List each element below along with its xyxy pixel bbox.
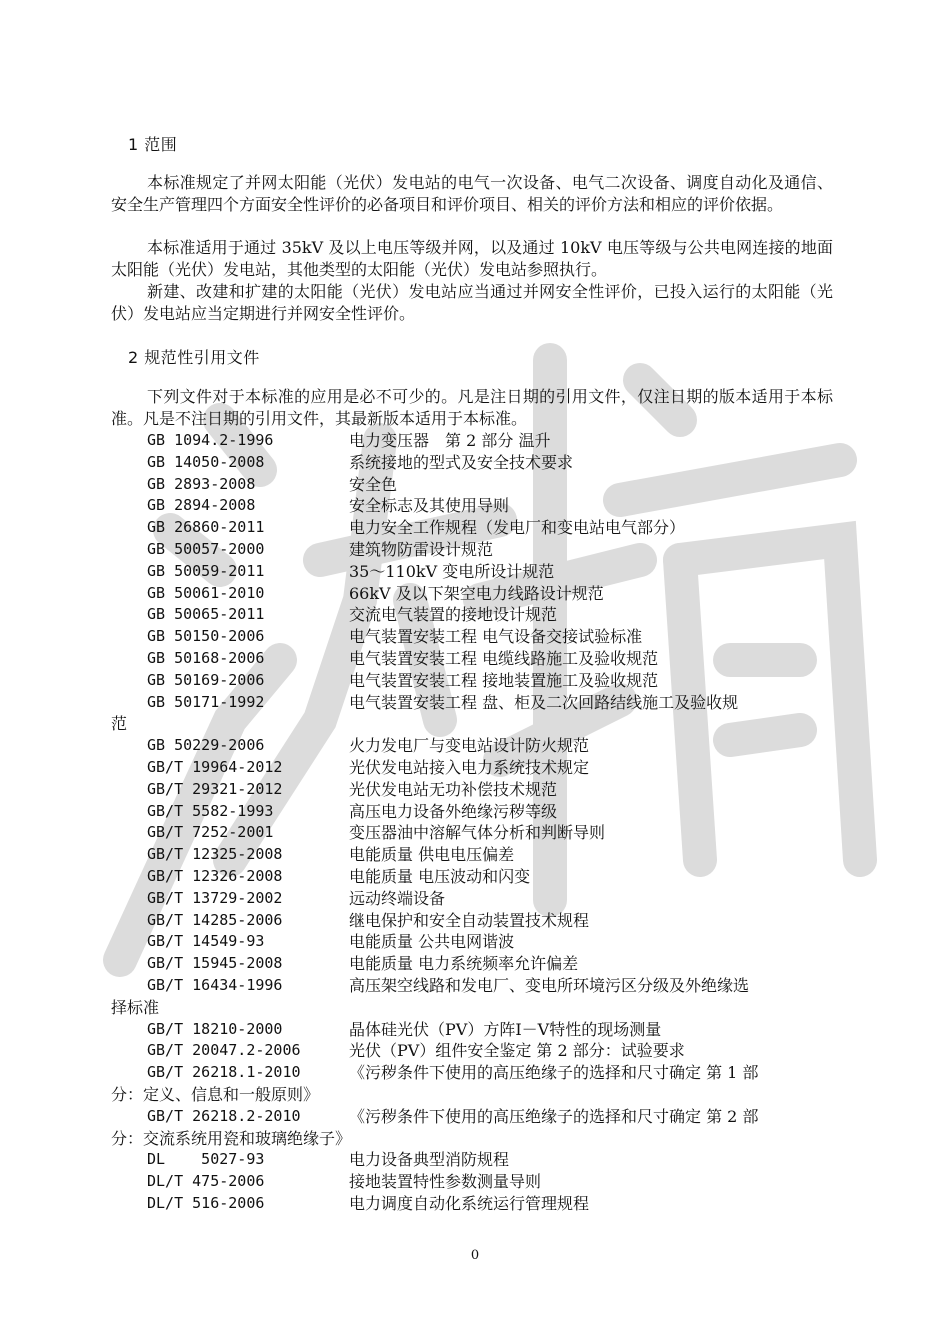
section-1-paragraph: 本标准规定了并网太阳能（光伏）发电站的电气一次设备、电气二次设备、调度自动化及通信、安全生产管理四个方面安全性评价的必备项目和评价项目、相关的评价方法和相应的评价依据。 (111, 173, 833, 214)
reference-title: 光伏发电站接入电力系统技术规定 (349, 758, 590, 777)
reference-title: 晶体硅光伏（PV）方阵Ⅰ－Ⅴ特性的现场测量 (349, 1019, 662, 1039)
section-2-heading: 2 规范性引用文件 (128, 348, 260, 367)
reference-title: 交流电气装置的接地设计规范 (349, 605, 558, 625)
reference-code: GB/T 14285-2006 (147, 910, 283, 929)
section-1-heading: 1 范围 (128, 135, 178, 154)
reference-title: 电能质量 公共电网谐波 (349, 932, 515, 952)
reference-code: GB/T 20047.2-2006 (147, 1041, 301, 1060)
reference-code: GB 50229-2006 (147, 736, 265, 755)
reference-code: GB/T 29321-2012 (147, 779, 283, 798)
reference-code: GB/T 5582-1993 (147, 801, 274, 820)
reference-code: GB/T 13729-2002 (147, 888, 283, 907)
reference-code: GB/T 16434-1996 (147, 976, 283, 994)
reference-code: GB/T 19964-2012 (147, 758, 283, 776)
reference-code: DL 5027-93 (147, 1150, 265, 1169)
reference-title: 电力设备典型消防规程 (349, 1150, 510, 1170)
reference-title: 安全色 (349, 474, 398, 494)
reference-title-continued: 分：定义、信息和一般原则》 (111, 1084, 320, 1104)
reference-code: GB/T 26218.1-2010 (147, 1063, 301, 1082)
reference-code: GB 50065-2011 (147, 605, 265, 624)
reference-code: GB 26860-2011 (147, 518, 265, 537)
reference-code: GB/T 14549-93 (147, 932, 265, 951)
reference-title: 接地装置特性参数测量导则 (349, 1172, 542, 1192)
reference-title: 电气装置安装工程 电气设备交接试验标准 (349, 627, 643, 647)
reference-code: GB/T 18210-2000 (147, 1019, 283, 1038)
reference-title: 光伏（PV）组件安全鉴定 第 2 部分：试验要求 (349, 1041, 685, 1061)
reference-code: DL/T 475-2006 (147, 1172, 265, 1191)
reference-code: GB 14050-2008 (147, 452, 265, 471)
reference-code: GB 50057-2000 (147, 540, 265, 558)
reference-title: 电力调度自动化系统运行管理规程 (349, 1194, 590, 1213)
reference-code: GB 2893-2008 (147, 474, 256, 493)
reference-title: 变压器油中溶解气体分析和判断导则 (349, 823, 606, 843)
reference-title: 电力变压器 第 2 部分 温升 (349, 431, 551, 450)
reference-code: GB 50171-1992 (147, 692, 265, 711)
reference-code: GB/T 12325-2008 (147, 845, 283, 864)
reference-title: 66kV 及以下架空电力线路设计规范 (349, 583, 604, 603)
reference-title-continued: 范 (111, 714, 128, 734)
reference-title: 高压架空线路和发电厂、变电所环境污区分级及外绝缘选 (349, 976, 750, 995)
reference-title: 远动终端设备 (349, 888, 446, 908)
reference-title: 电气装置安装工程 电缆线路施工及验收规范 (349, 649, 659, 668)
reference-title: 电气装置安装工程 盘、柜及二次回路结线施工及验收规 (349, 692, 739, 712)
reference-title: 高压电力设备外绝缘污秽等级 (349, 801, 558, 821)
reference-title: 火力发电厂与变电站设计防火规范 (349, 736, 590, 756)
reference-title: 电能质量 电压波动和闪变 (349, 867, 531, 886)
reference-title: 光伏发电站无功补偿技术规范 (349, 779, 558, 799)
reference-title-continued: 分：交流系统用瓷和玻璃绝缘子》 (111, 1128, 352, 1148)
reference-title: 电力安全工作规程（发电厂和变电站电气部分） (349, 518, 686, 538)
reference-title: 电气装置安装工程 接地装置施工及验收规范 (349, 670, 659, 690)
reference-title: 电能质量 供电电压偏差 (349, 845, 515, 865)
section-1-paragraph: 本标准适用于通过 35kV 及以上电压等级并网，以及通过 10kV 电压等级与公共电网连接的地面太阳能（光伏）发电站，其他类型的太阳能（光伏）发电站参照执行。 (111, 238, 833, 279)
reference-code: GB/T 7252-2001 (147, 823, 274, 842)
reference-title: 继电保护和安全自动装置技术规程 (349, 910, 590, 930)
reference-title: 系统接地的型式及安全技术要求 (349, 452, 574, 472)
reference-code: GB/T 15945-2008 (147, 954, 283, 973)
reference-title: 建筑物防雷设计规范 (349, 540, 494, 559)
reference-code: GB 50059-2011 (147, 561, 265, 580)
reference-code: GB 1094.2-1996 (147, 431, 274, 449)
reference-code: GB/T 12326-2008 (147, 867, 283, 885)
section-2-intro: 下列文件对于本标准的应用是必不可少的。凡是注日期的引用文件，仅注日期的版本适用于本标准。凡是不注日期的引用文件，其最新版本适用于本标准。 (111, 387, 833, 428)
reference-code: GB 50169-2006 (147, 670, 265, 689)
reference-title-continued: 择标准 (111, 997, 160, 1017)
reference-title: 电能质量 电力系统频率允许偏差 (349, 954, 579, 974)
reference-title: 《污秽条件下使用的高压绝缘子的选择和尺寸确定 第 2 部 (349, 1106, 759, 1126)
reference-title: 安全标志及其使用导则 (349, 496, 510, 516)
page-number: 0 (470, 1248, 480, 1263)
reference-title: 35～110kV 变电所设计规范 (349, 561, 555, 581)
reference-code: GB 50150-2006 (147, 627, 265, 646)
reference-code: GB 50061-2010 (147, 583, 265, 602)
reference-code: GB 2894-2008 (147, 496, 256, 515)
reference-code: GB 50168-2006 (147, 649, 265, 667)
reference-title: 《污秽条件下使用的高压绝缘子的选择和尺寸确定 第 1 部 (349, 1063, 759, 1083)
section-1-paragraph: 新建、改建和扩建的太阳能（光伏）发电站应当通过并网安全性评价，已投入运行的太阳能（光伏）发电站应当定期进行并网安全性评价。 (111, 282, 833, 323)
reference-code: DL/T 516-2006 (147, 1194, 265, 1212)
reference-code: GB/T 26218.2-2010 (147, 1106, 301, 1125)
